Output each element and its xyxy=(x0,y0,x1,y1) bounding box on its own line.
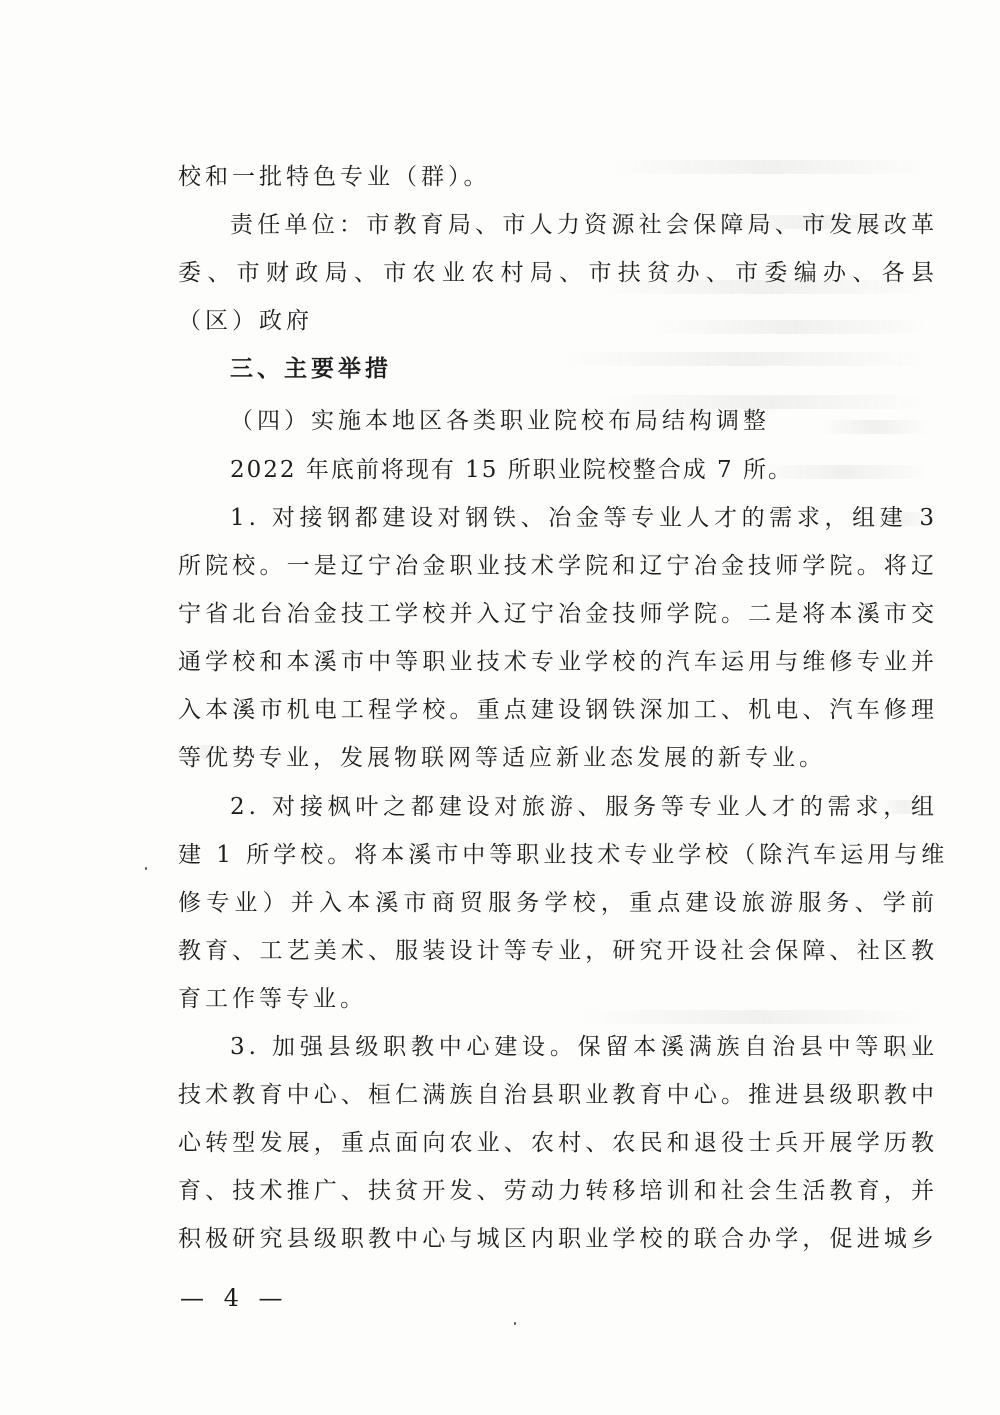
page-number: — 4 — xyxy=(180,1284,289,1312)
paragraph-line: 委、市财政局、市农业农村局、市扶贫办、市委编办、各县 xyxy=(178,260,938,286)
paragraph-line: 等优势专业，发展物联网等适应新业态发展的新专业。 xyxy=(178,745,826,771)
paragraph-line: 通学校和本溪市中等职业技术专业学校的汽车运用与维修专业并 xyxy=(178,649,938,675)
scan-speck xyxy=(145,867,147,870)
paragraph-line: 校和一批特色专业（群）。 xyxy=(178,164,491,190)
paragraph-line: 2022 年底前将现有 15 所职业院校整合成 7 所。 xyxy=(230,457,793,483)
paragraph-line: 积极研究县级职教中心与城区内职业学校的联合办学，促进城乡 xyxy=(178,1226,938,1252)
paragraph-line: 心转型发展，重点面向农业、农村、农民和退役士兵开展学历教 xyxy=(178,1130,938,1156)
paragraph-line: 1. 对接钢都建设对钢铁、冶金等专业人才的需求，组建 3 xyxy=(230,505,938,531)
paragraph-line: 2. 对接枫叶之都建设对旅游、服务等专业人才的需求，组 xyxy=(230,794,938,820)
paragraph-line: 入本溪市机电工程学校。重点建设钢铁深加工、机电、汽车修理 xyxy=(178,697,938,723)
paragraph-line: 3. 加强县级职教中心建设。保留本溪满族自治县中等职业 xyxy=(230,1034,938,1060)
paragraph-line: 修专业）并入本溪市商贸服务学校，重点建设旅游服务、学前 xyxy=(178,890,938,916)
paragraph-line: （区）政府 xyxy=(178,308,313,334)
paragraph-line: 所院校。一是辽宁冶金职业技术学院和辽宁冶金技师学院。将辽 xyxy=(178,553,938,579)
paragraph-line: 教育、工艺美术、服装设计等专业，研究开设社会保障、社区教 xyxy=(178,938,938,964)
paragraph-line: 责任单位：市教育局、市人力资源社会保障局、市发展改革 xyxy=(230,212,938,238)
scan-speck xyxy=(514,1322,516,1325)
paragraph-line: 宁省北台冶金技工学校并入辽宁冶金技师学院。二是将本溪市交 xyxy=(178,601,938,627)
section-heading: 三、主要举措 xyxy=(230,356,392,382)
paragraph-line: 育工作等专业。 xyxy=(178,986,367,1012)
paragraph-line: 建 1 所学校。将本溪市中等职业技术专业学校（除汽车运用与维 xyxy=(178,842,949,868)
paragraph-line: 育、技术推广、扶贫开发、劳动力转移培训和社会生活教育，并 xyxy=(178,1178,938,1204)
subsection-heading: （四）实施本地区各类职业院校布局结构调整 xyxy=(230,408,770,434)
paragraph-line: 技术教育中心、桓仁满族自治县职业教育中心。推进县级职教中 xyxy=(178,1082,938,1108)
